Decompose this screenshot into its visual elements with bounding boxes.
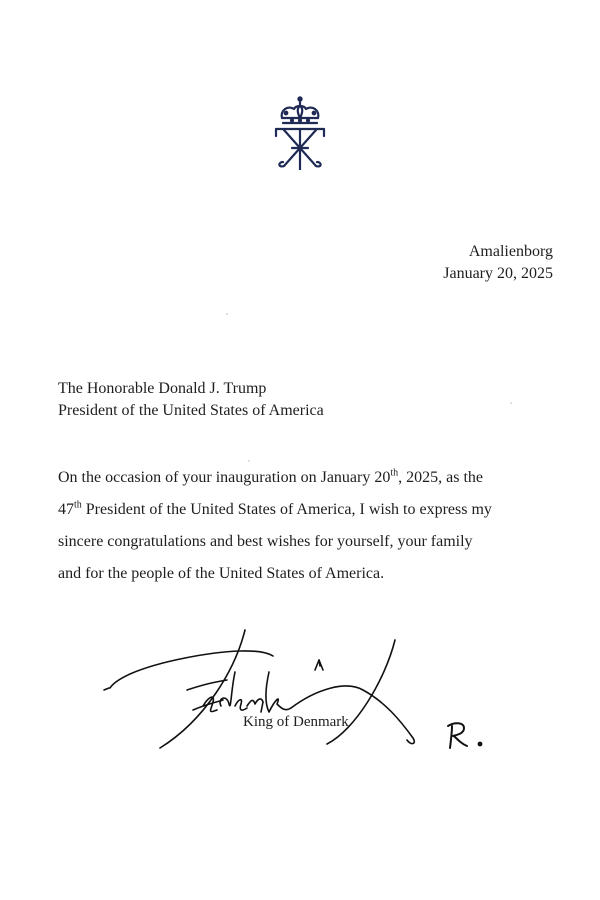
paper-speck — [510, 402, 512, 404]
handwritten-initial-r-icon — [440, 718, 490, 754]
body-line-3: sincere congratulations and best wishes for yourself, your family — [58, 533, 473, 550]
signatory-title: King of Denmark — [243, 714, 349, 730]
paper-speck — [226, 313, 228, 315]
place: Amalienborg — [468, 243, 553, 260]
place-and-date — [443, 241, 553, 285]
royal-crown-monogram-icon — [270, 96, 330, 170]
paper-speck — [248, 460, 250, 462]
body-line-4: and for the people of the United States of America. — [58, 565, 385, 582]
body-line-2: 47th President of the United States of America, I wish to express my — [58, 499, 492, 518]
date: January 20, 2025 — [443, 265, 553, 282]
body-line-1: On the occasion of your inauguration on January 20th, 2025, as the — [58, 467, 484, 486]
recipient-title: President of the United States of America — [58, 402, 324, 419]
recipient-block — [58, 378, 324, 422]
letter-body — [58, 462, 558, 590]
recipient-name: The Honorable Donald J. Trump — [58, 380, 267, 397]
